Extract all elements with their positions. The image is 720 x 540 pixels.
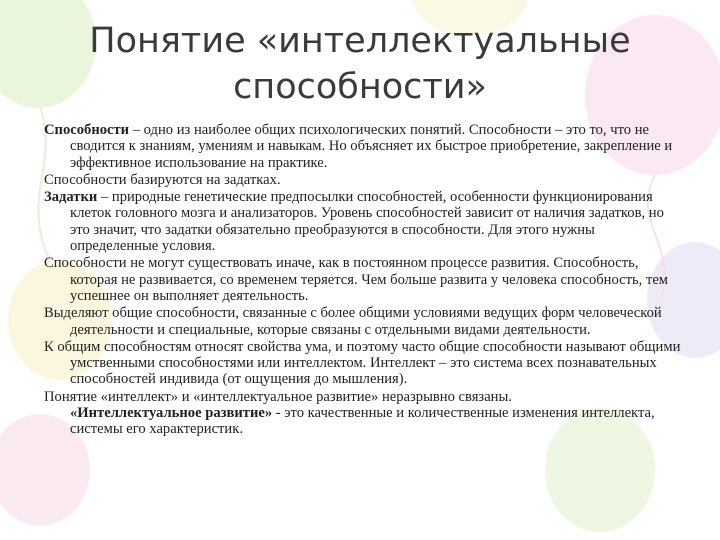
paragraph-text: – одно из наиболее общих психологических понятий. Способности – это то, что не сводится к знаниям, умениям и навыкам. Но объясняет их быстрое приобретение, закрепление и эффективное использование на практике. xyxy=(70,122,673,171)
paragraph-intellect-definition xyxy=(44,339,684,388)
term-inclinations: Задатки xyxy=(44,189,98,206)
slide-title xyxy=(40,18,680,110)
paragraph-text: Способности не могут существовать иначе, как в постоянном процессе развития. Способность, которая не развивается, со временем теряется. Чем больше развита у человека способность, тем успешнее он выполняет деятельность. xyxy=(44,255,669,304)
paragraph-general-special-abilities xyxy=(44,305,684,338)
paragraph-text: К общим способностям относят свойства ума, и поэтому часто общие способности называют общими умственными способностями или интеллектом. Интеллект – это система всех познавательных способностей индивида (от ощущения до мышления). xyxy=(44,338,681,388)
term-intellectual-development: «Интеллектуальное развитие» xyxy=(70,405,273,422)
slide-title-line-2: способности» xyxy=(233,67,487,107)
paragraph-text: Способности базируются на задатках. xyxy=(44,171,281,188)
paragraph-intellect-development-link xyxy=(44,389,684,438)
paragraph-abilities-definition xyxy=(44,122,684,171)
body-text xyxy=(44,122,684,439)
slide-title-line-1: Понятие «интеллектуальные xyxy=(89,21,631,61)
paragraph-abilities-basis xyxy=(44,172,684,188)
paragraph-text: Понятие «интеллект» и «интеллектуальное развитие» неразрывно связаны. xyxy=(44,388,512,405)
term-abilities: Способности xyxy=(44,122,130,138)
paragraph-text: Выделяют общие способности, связанные с более общими условиями ведущих форм человеческой деятельности и специальные, которые связаны с отдельными видами деятельности. xyxy=(44,305,662,338)
paragraph-text: – природные генетические предпосылки способностей, особенности функционирования клеток головного мозга и анализаторов. Уровень способностей зависит от наличия задатков, но это значит, что задатки обязательно преобразуются в способности. Для этого нужны определенные условия. xyxy=(70,189,664,255)
paragraph-abilities-development xyxy=(44,255,684,304)
paragraph-inclinations-definition xyxy=(44,189,684,254)
paragraph-text: - это качественные и количественные изменения интеллекта, системы его характеристик. xyxy=(70,405,655,438)
